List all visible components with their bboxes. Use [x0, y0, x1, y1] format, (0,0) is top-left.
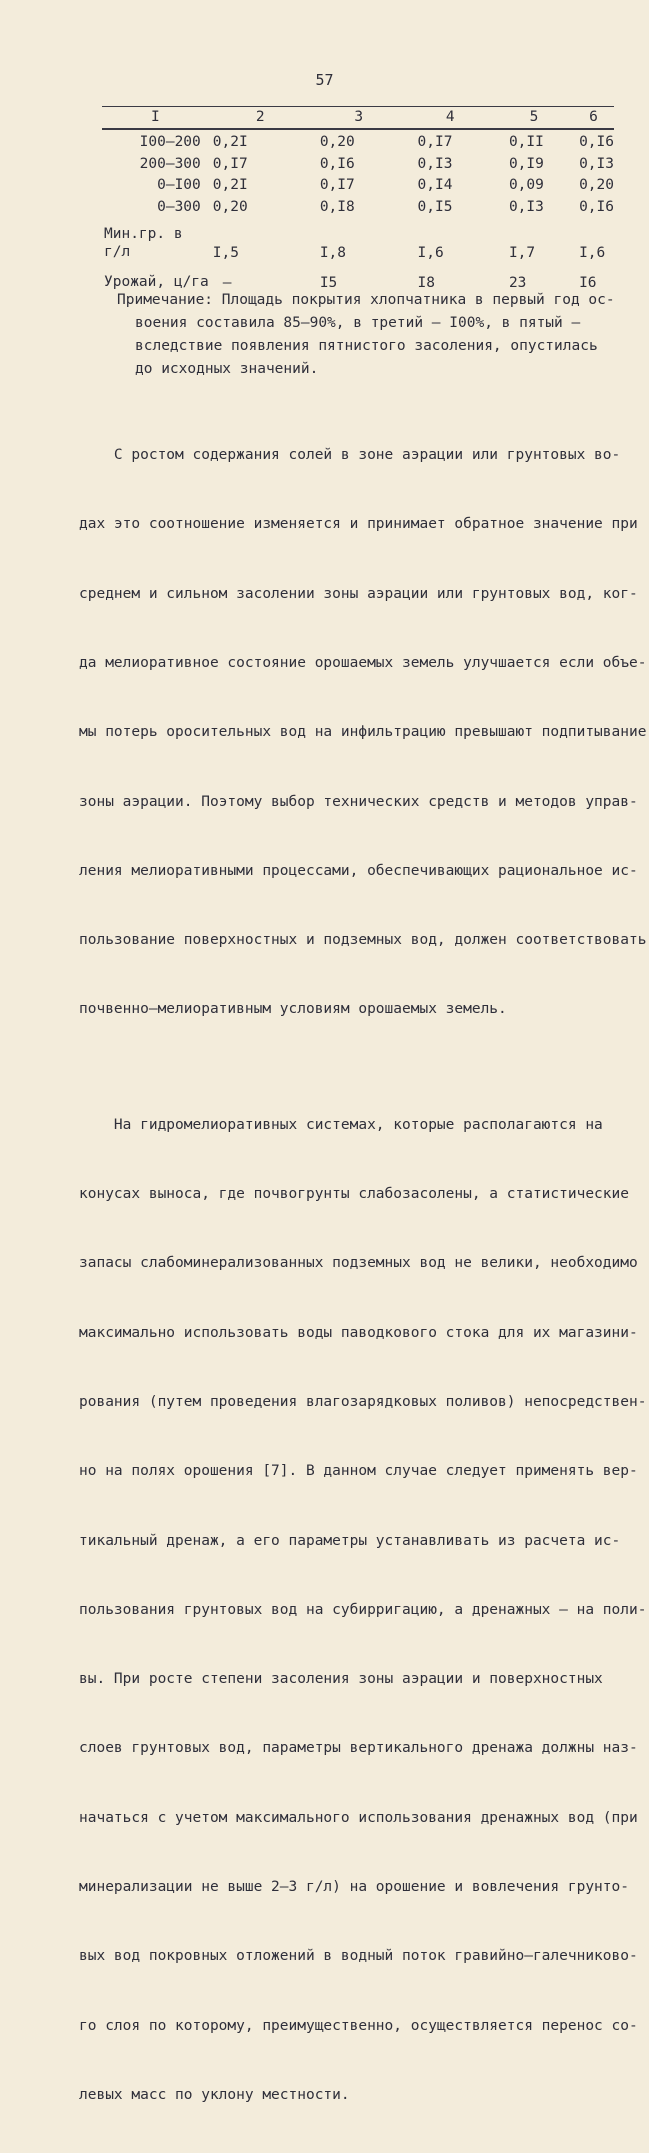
- text-line: конусах выноса, где почвогрунты слабозасолены, а статистические: [79, 1186, 629, 1203]
- note-line: воения составила 85–90%, в третий – I00%, в пятый –: [135, 315, 581, 331]
- body-text: [79, 398, 647, 2153]
- note-line: вследствие появления пятнистого засоления, опустилась: [135, 338, 598, 354]
- table-cell: 0,I9: [508, 155, 544, 172]
- table-row-mineralization: [102, 215, 614, 261]
- text-line: но на полях орошения [7]. В данном случае следует применять вер-: [79, 1463, 638, 1480]
- table-header-cell: 2: [209, 107, 312, 129]
- table-row-label: [102, 215, 209, 261]
- row-label-line: г/л: [104, 243, 131, 260]
- text-line: го слоя по которому, преимущественно, осуществляется перенос со-: [79, 2017, 638, 2034]
- page-number: 57: [315, 71, 334, 89]
- table-cell: 23: [508, 274, 527, 291]
- text-line: минерализации не выше 2–3 г/л) на орошение и вовлечения грунто-: [79, 1879, 629, 1895]
- table-cell: 0,20: [212, 198, 248, 215]
- table-cell: 0,I7: [417, 134, 453, 150]
- table-cell: 0,09: [508, 177, 544, 193]
- table-cell: 0,I7: [212, 155, 248, 172]
- text-line: да мелиоративное состояние орошаемых земель улучшается если объе-: [79, 655, 647, 672]
- text-line: С ростом содержания солей в зоне аэрации или грунтовых во-: [79, 447, 621, 464]
- text-line: вых вод покровных отложений в водный поток гравийно–галечниково-: [79, 1948, 638, 1965]
- note-line: Примечание: Площадь покрытия хлопчатника в первый год ос-: [117, 292, 615, 308]
- table-cell: I,5: [212, 244, 239, 261]
- text-line: тикальный дренаж, а его параметры устанавливать из расчета ис-: [79, 1532, 621, 1549]
- data-table: [102, 106, 614, 291]
- table-cell: I,6: [417, 244, 444, 261]
- table-row: [102, 129, 614, 151]
- table-header-cell: 4: [406, 107, 495, 129]
- table-cell: 0,I3: [508, 198, 544, 215]
- table-cell: I8: [417, 274, 436, 291]
- table-cell: I,7: [508, 244, 536, 261]
- text-line: мы потерь оросительных вод на инфильтрацию превышают подпитывание: [79, 724, 647, 741]
- table-cell: 0,20: [579, 177, 614, 193]
- table-cell: I,8: [319, 244, 347, 261]
- table-cell: 0,I4: [417, 177, 453, 193]
- table-cell: 0,I5: [417, 198, 453, 215]
- table-cell: 0,I6: [579, 198, 614, 215]
- note-line: до исходных значений.: [135, 361, 319, 377]
- table-cell: 0–300: [157, 198, 201, 215]
- text-line: запасы слабоминерализованных подземных вод не велики, необходимо: [79, 1255, 638, 1272]
- text-line: ления мелиоративными процессами, обеспечивающих рациональное ис-: [79, 862, 638, 879]
- text-line: пользование поверхностных и подземных вод, должен соответствовать: [79, 932, 647, 949]
- text-line: левых масс по уклону местности.: [79, 2086, 350, 2103]
- table-cell: 200–300: [139, 155, 201, 172]
- table-cell: 0,I7: [319, 177, 355, 193]
- table-cell: –: [222, 274, 232, 291]
- text-line: вы. При росте степени засоления зоны аэрации и поверхностных: [79, 1671, 603, 1688]
- text-line: слоев грунтовых вод, параметры вертикального дренажа должны наз-: [79, 1740, 638, 1757]
- table-row: [102, 193, 614, 215]
- table-row-label: Урожай, ц/га: [104, 273, 209, 290]
- text-line: среднем и сильном засолении зоны аэрации или грунтовых вод, ког-: [79, 585, 638, 602]
- table-cell: I5: [319, 274, 338, 291]
- table-cell: 0,I3: [417, 155, 453, 172]
- table-row-harvest: [102, 261, 614, 291]
- table-cell: I00–200: [139, 134, 201, 150]
- text-line: пользования грунтовых вод на субирригацию, а дренажных – на поли-: [79, 1601, 647, 1618]
- table-cell: 0,I8: [319, 198, 355, 215]
- paragraph: [79, 1068, 647, 2153]
- table-cell: 0,I3: [579, 155, 614, 172]
- text-line: начаться с учетом максимального использования дренажных вод (при: [79, 1809, 638, 1826]
- table-header-cell: 5: [495, 107, 573, 129]
- paragraph: [79, 398, 647, 1068]
- table-cell: 0–I00: [157, 177, 201, 193]
- table-cell: 0,2I: [212, 177, 248, 193]
- text-line: дах это соотношение изменяется и принимает обратное значение при: [79, 516, 638, 533]
- table-header-cell: 3: [312, 107, 406, 129]
- table-header-cell: I: [102, 107, 209, 129]
- table-cell: 0,20: [319, 134, 355, 150]
- table-cell: 0,II: [508, 134, 544, 150]
- table-row: [102, 172, 614, 194]
- text-line: рования (путем проведения влагозарядковых поливов) непосредствен-: [79, 1394, 647, 1411]
- table-note: [117, 289, 615, 381]
- table-header-cell: 6: [573, 107, 614, 129]
- text-line: На гидромелиоративных системах, которые располагаются на: [79, 1116, 603, 1133]
- text-line: максимально использовать воды паводкового стока для их магазини-: [79, 1324, 638, 1341]
- table-header-row: [102, 107, 614, 129]
- text-line: зоны аэрации. Поэтому выбор технических средств и методов управ-: [79, 793, 638, 810]
- table-cell: I,6: [579, 244, 606, 261]
- row-label-line: Мин.гр. в: [104, 225, 183, 242]
- table-cell: 0,I6: [579, 134, 614, 150]
- table-row: [102, 150, 614, 172]
- text-line: почвенно–мелиоративным условиям орошаемых земель.: [79, 1001, 507, 1018]
- table-cell: 0,2I: [212, 134, 248, 150]
- table-cell: I6: [579, 274, 597, 291]
- table-cell: 0,I6: [319, 155, 355, 172]
